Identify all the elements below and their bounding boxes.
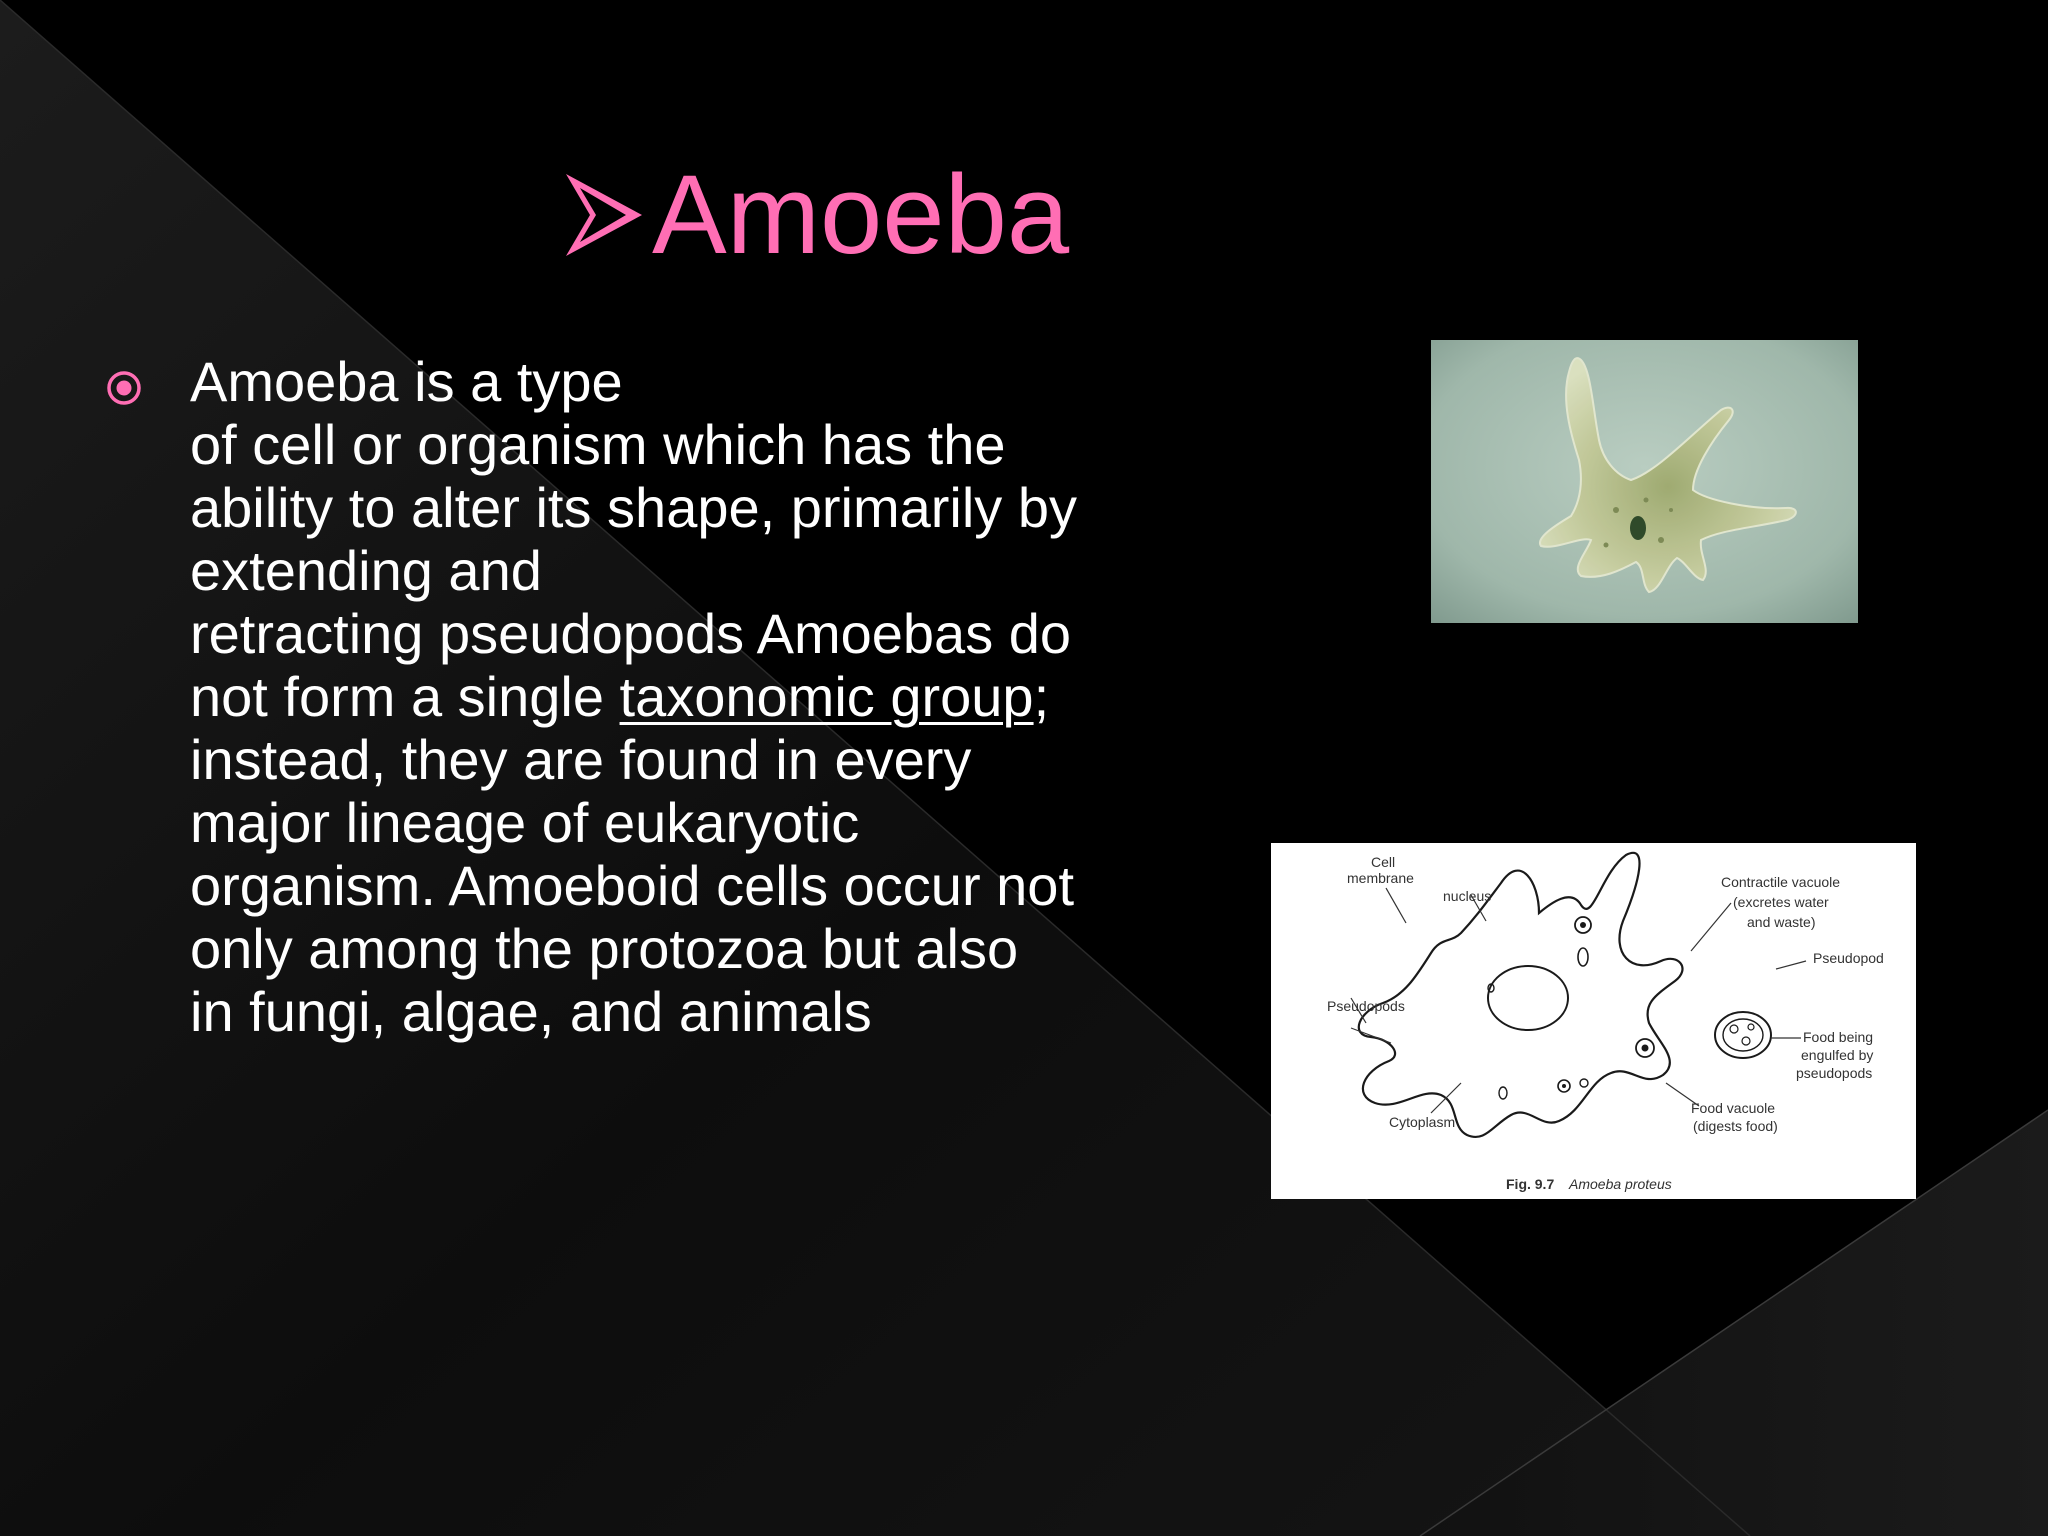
diagram-label: Food being bbox=[1803, 1029, 1874, 1045]
body-text-segment: not form a single bbox=[190, 665, 620, 728]
body-paragraph bbox=[190, 350, 1250, 1043]
diagram-label: pseudopods bbox=[1796, 1065, 1873, 1081]
body-line: ability to alter its shape, primarily by bbox=[190, 476, 1078, 539]
arrowhead-bullet-icon bbox=[560, 170, 646, 260]
body-line: retracting pseudopods Amoebas do bbox=[190, 602, 1072, 665]
amoeba-diagram bbox=[1271, 843, 1916, 1199]
body-line: organism. Amoeboid cells occur not bbox=[190, 854, 1074, 917]
diagram-label: Contractile vacuole bbox=[1721, 874, 1841, 890]
diagram-label: (digests food) bbox=[1693, 1118, 1778, 1134]
diagram-label: (excretes water bbox=[1733, 894, 1829, 910]
amoeba-photo bbox=[1431, 340, 1858, 623]
body-line: in fungi, algae, and animals bbox=[190, 980, 872, 1043]
diagram-figure-caption: Amoeba proteus bbox=[1569, 1176, 1672, 1192]
body-line bbox=[190, 665, 1250, 728]
body-text-segment: ; bbox=[1033, 665, 1050, 728]
body-line: Amoeba is a type bbox=[190, 350, 623, 413]
body-line: of cell or organism which has the bbox=[190, 413, 1006, 476]
diagram-label: Cell bbox=[1371, 854, 1396, 870]
taxonomic-group-link[interactable]: taxonomic group bbox=[619, 665, 1034, 728]
diagram-label: membrane bbox=[1347, 870, 1414, 886]
diagram-label: Pseudopods bbox=[1327, 998, 1405, 1014]
body-line: extending and bbox=[190, 539, 542, 602]
diagram-label: Pseudopod bbox=[1813, 950, 1884, 966]
diagram-label: nucleus bbox=[1443, 888, 1492, 904]
circle-dot-bullet-icon bbox=[106, 370, 142, 406]
body-line: only among the protozoa but also bbox=[190, 917, 1019, 980]
slide-title-text: Amoeba bbox=[652, 152, 1070, 277]
diagram-label: engulfed by bbox=[1801, 1047, 1874, 1063]
body-line: instead, they are found in every bbox=[190, 728, 972, 791]
slide-title bbox=[560, 150, 1069, 280]
diagram-label: Food vacuole bbox=[1691, 1100, 1776, 1116]
diagram-label: Cytoplasm bbox=[1389, 1114, 1456, 1130]
diagram-figure-number: Fig. 9.7 bbox=[1506, 1176, 1555, 1192]
body-line: major lineage of eukaryotic bbox=[190, 791, 860, 854]
diagram-label: and waste) bbox=[1747, 914, 1816, 930]
